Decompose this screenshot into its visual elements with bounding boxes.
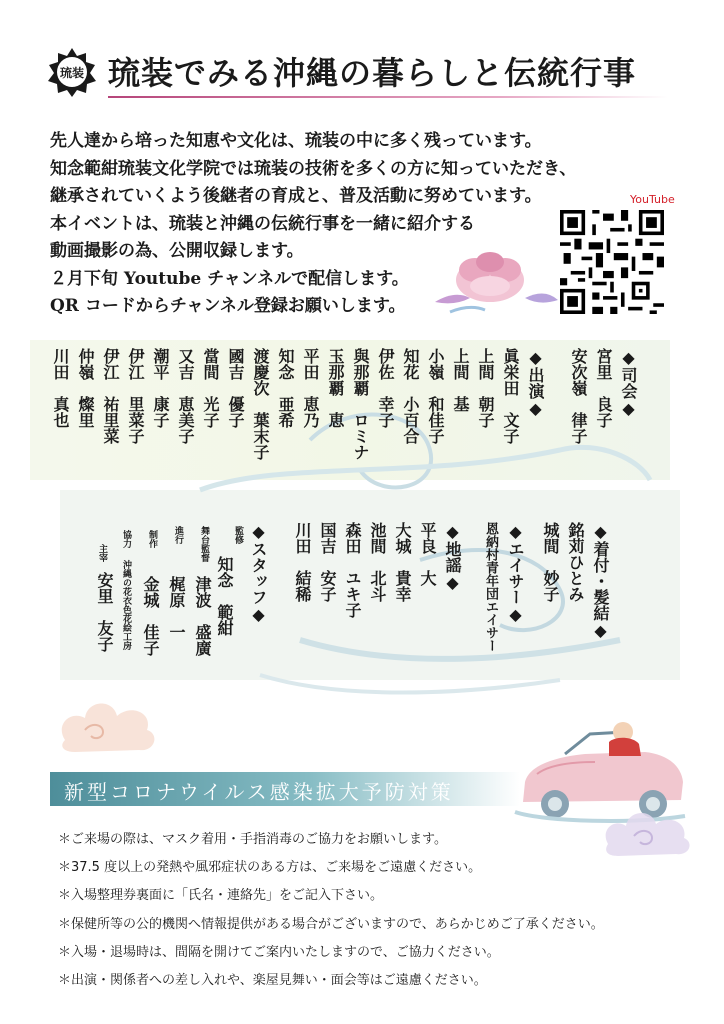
performer-name: 伊江 里菜子 xyxy=(126,348,145,444)
jiutai-name: 森田 ユキ子 xyxy=(343,522,362,618)
performer-header: ◆出演◆ xyxy=(526,348,545,418)
performer-name: 國吉 優子 xyxy=(226,348,245,428)
note-item: ＊入場・退場時は、間隔を開けてご案内いたしますので、ご協力ください。 xyxy=(58,944,500,960)
covid-notes xyxy=(58,826,698,995)
jiutai-name: 平良 大 xyxy=(418,522,437,586)
covid-banner-title: 新型コロナウイルス感染拡大予防対策 xyxy=(64,780,454,804)
intro-line: ２月下旬 Youtube チャンネルで配信します。 xyxy=(50,268,409,289)
flower-illustration-icon xyxy=(430,240,560,316)
staff-name: 金城 佳子 xyxy=(141,576,160,656)
jiutai-name: 大城 貴幸 xyxy=(393,522,412,602)
kitsuke-group xyxy=(538,522,613,640)
staff-role: 監修 xyxy=(233,526,243,544)
performer-name: 知花 小百合 xyxy=(401,348,420,444)
intro-line: QR コードからチャンネル登録お願いします。 xyxy=(50,296,406,316)
note-item: ＊ご来場の際は、マスク着用・手指消毒のご協力をお願いします。 xyxy=(58,832,447,847)
staff-role: 主宰 xyxy=(97,544,107,562)
jiutai-name: 国吉 安子 xyxy=(318,522,337,602)
note-item: ＊37.5 度以上の発熱や風邪症状のある方は、ご来場をご遠慮ください。 xyxy=(58,860,482,876)
intro-line: 知念範紺琉装文化学院では琉装の技術を多くの方に知っていただき、 xyxy=(50,158,577,179)
youtube-label: YouTube xyxy=(630,193,675,206)
performer-name: 上間 朝子 xyxy=(476,348,495,428)
performer-name: 伊江 祐里菜 xyxy=(101,348,120,444)
note-item: ＊保健所等の公的機関へ情報提供がある場合がございますので、あらかじめご了承ください。 xyxy=(58,916,604,932)
staff-role: 協力 xyxy=(121,530,131,548)
staff-role: 進行 xyxy=(173,526,183,544)
performer-name: 小嶺 和佳子 xyxy=(426,348,445,444)
intro-line: 先人達から培った知恵や文化は、琉装の中に多く残っています。 xyxy=(50,131,542,151)
eisa-group xyxy=(478,522,528,652)
intro-line: 動画撮影の為、公開収録します。 xyxy=(50,241,304,261)
performer-name: 川田 真也 xyxy=(51,348,70,428)
performer-name: 平田 恵乃 xyxy=(301,348,320,428)
mc-group xyxy=(566,348,641,444)
performer-name: 伊佐 幸子 xyxy=(376,348,395,428)
kitsuke-name: 城間 妙子 xyxy=(541,522,560,602)
qr-code-icon[interactable] xyxy=(560,210,664,314)
performer-name: 仲嶺 燦里 xyxy=(76,348,95,428)
staff-name: 知念 範紺 xyxy=(215,556,234,636)
eisa-header: ◆エイサー◆ xyxy=(506,522,525,624)
eisa-name: 恩納村青年団エイサー xyxy=(483,522,498,652)
staff-header: ◆スタッフ◆ xyxy=(249,522,268,624)
staff-role: 舞台監督 xyxy=(199,526,209,562)
jiutai-group xyxy=(290,522,465,618)
performer-name: 渡慶次 葉末子 xyxy=(251,348,270,460)
performer-name: 潮平 康子 xyxy=(151,348,170,428)
staff-name: 安里 友子 xyxy=(95,572,114,652)
performer-name: 上間 基 xyxy=(451,348,470,412)
covid-banner xyxy=(50,772,520,806)
kitsuke-name: 銘苅ひとみ xyxy=(566,522,585,602)
performers-group xyxy=(48,348,548,460)
jiutai-name: 池間 北斗 xyxy=(368,522,387,602)
kitsuke-header: ◆着付・髪結◆ xyxy=(591,522,610,640)
jiutai-header: ◆地謡◆ xyxy=(443,522,462,592)
performer-name: 與那覇 ロミナ xyxy=(351,348,370,460)
intro-line: 本イベントは、琉装と沖縄の伝統行事を一緒に紹介する xyxy=(50,213,475,234)
intro-line: 継承されていくよう後継者の育成と、普及活動に努めています。 xyxy=(50,186,542,206)
staff-name: 梶原 一 xyxy=(167,576,186,640)
cloud-illustration-icon xyxy=(55,690,165,760)
note-item: ＊出演・関係者への差し入れや、楽屋見舞い・面会等はご遠慮ください。 xyxy=(58,973,487,989)
performer-name: 當間 光子 xyxy=(201,348,220,428)
performer-name: 又吉 恵美子 xyxy=(176,348,195,444)
page-title: 琉装でみる沖縄の暮らしと伝統行事 xyxy=(108,54,637,92)
mc-name: 宮里 良子 xyxy=(594,348,613,428)
note-item: ＊入場整理券裏面に「氏名・連絡先」をご記入下さい。 xyxy=(58,888,384,904)
jiutai-name: 川田 結稀 xyxy=(293,522,312,602)
ryuso-logo-icon xyxy=(46,46,98,98)
performer-name: 眞栄田 文子 xyxy=(501,348,520,444)
staff-name: 沖縄の花衣色花絵工房 xyxy=(121,560,131,650)
staff-name: 津波 盛廣 xyxy=(193,576,212,656)
mc-name: 安次嶺 律子 xyxy=(569,348,588,444)
staff-role: 制作 xyxy=(147,530,157,548)
performer-name: 玉那覇 恵 xyxy=(326,348,345,428)
logo-text: 琉装 xyxy=(59,66,85,80)
performer-name: 知念 亜希 xyxy=(276,348,295,428)
mc-header: ◆司会◆ xyxy=(619,348,638,418)
title-underline xyxy=(108,96,668,98)
